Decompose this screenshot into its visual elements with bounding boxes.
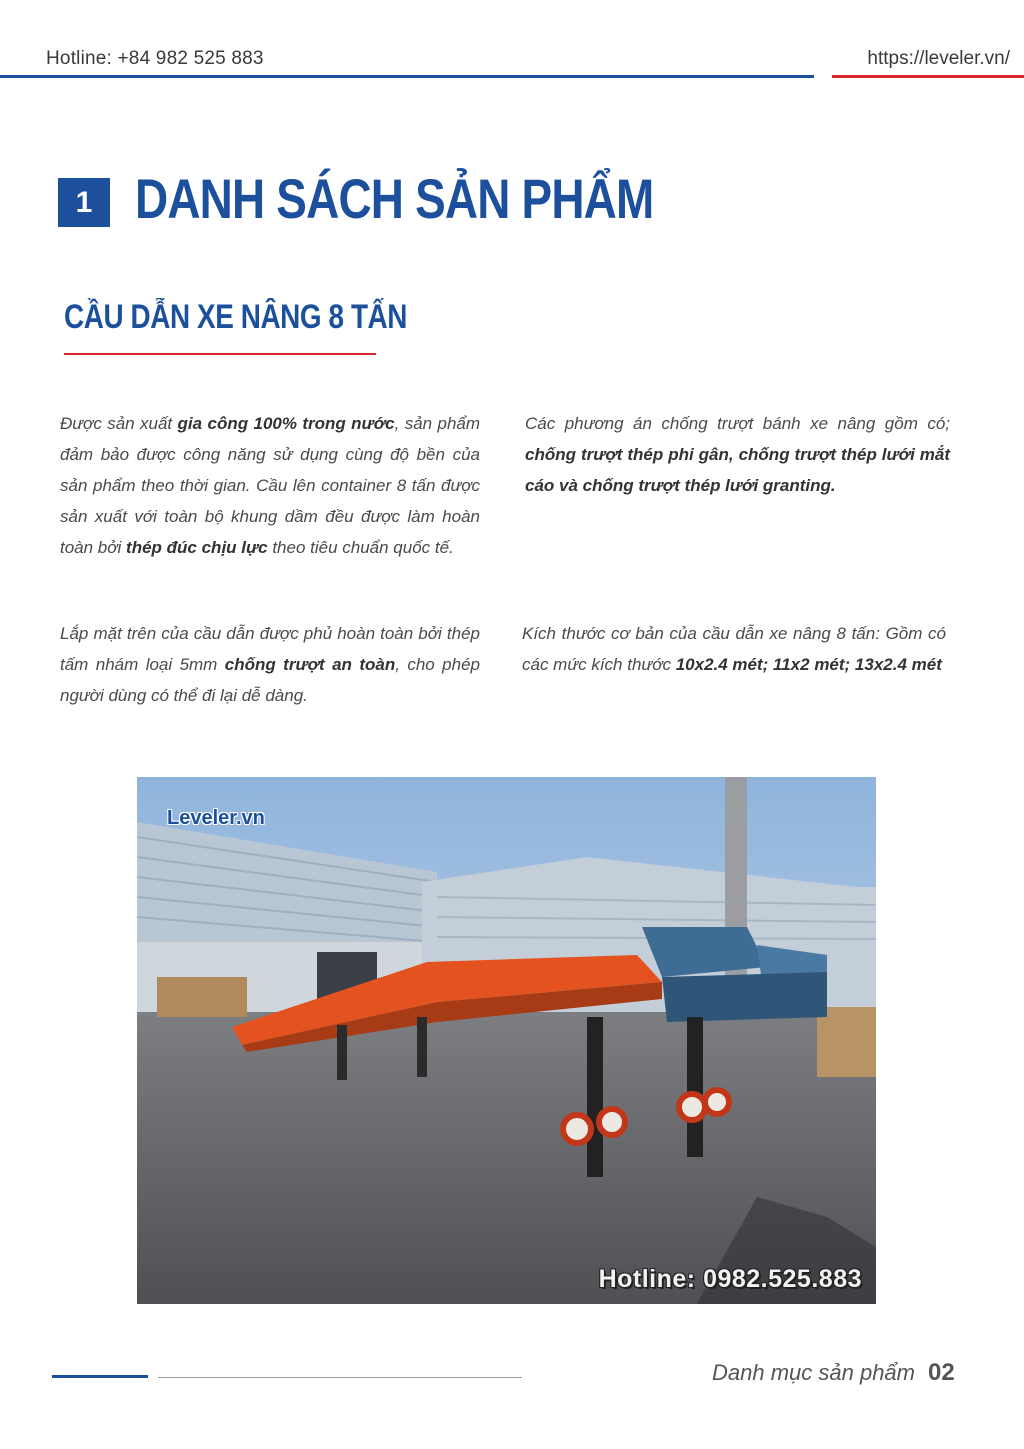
paragraph-manufacturing: Được sản xuất gia công 100% trong nước, sản phẩm đảm bảo được công năng sử dụng cùng độ bền của sản phẩm theo thời gian. Cầu lên container 8 tấn được sản xuất với toàn bộ khung dầm đều được làm hoàn toàn bởi thép đúc chịu lực theo tiêu chuẩn quốc tế. xyxy=(60,414,481,557)
paragraph-dimensions: Kích thước cơ bản của cầu dẫn xe nâng 8 tấn: Gồm có các mức kích thước 10x2.4 mét; 11x2 mét; 13x2.4 mét xyxy=(522,624,946,674)
ramp-illustration xyxy=(137,777,876,1304)
product-title-underline xyxy=(64,353,376,355)
section-number-badge: 1 xyxy=(58,178,110,227)
product-photo xyxy=(137,777,876,1304)
footer-rule-grey xyxy=(158,1377,522,1378)
header-hotline: Hotline: +84 982 525 883 xyxy=(46,48,264,69)
footer-rule-blue xyxy=(52,1375,148,1378)
header-rule-blue xyxy=(0,75,814,78)
paragraph-anti-slip-options: Các phương án chống trượt bánh xe nâng gồm có; chống trượt thép phi gân, chống trượt thép lưới mắt cáo và chống trượt thép lưới granting. xyxy=(525,414,950,495)
product-title: CẦU DẪN XE NÂNG 8 TẤN xyxy=(64,298,408,336)
header-rule-red xyxy=(832,75,1024,78)
page-number: 02 xyxy=(928,1359,955,1386)
photo-watermark: Leveler.vn xyxy=(167,807,265,829)
photo-hotline: Hotline: 0982.525.883 xyxy=(598,1265,862,1293)
section-title: DANH SÁCH SẢN PHẨM xyxy=(135,167,654,230)
footer-label: Danh mục sản phẩm xyxy=(712,1360,915,1385)
header-website-link[interactable]: https://leveler.vn/ xyxy=(867,48,1010,69)
paragraph-surface: Lắp mặt trên của cầu dẫn được phủ hoàn toàn bởi thép tấm nhám loại 5mm chống trượt an toàn, cho phép người dùng có thể đi lại dễ dàng. xyxy=(60,624,480,705)
